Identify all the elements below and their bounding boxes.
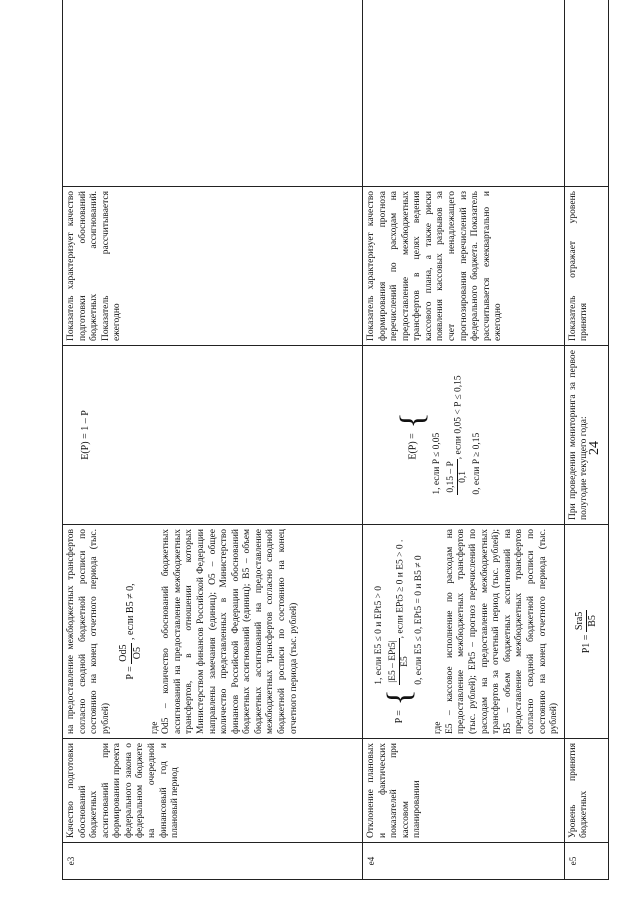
fraction-denominator: Е5 (400, 656, 411, 667)
table-row (564, 0, 608, 880)
indicator-name: Отклонение плановых и фактических показателей при кассовом планировании (363, 739, 565, 843)
formula-condition: , если В5 ≠ 0, (125, 583, 137, 641)
where-label: где (149, 721, 160, 734)
case-1: 1, если Е5 ≤ 0 и EPt5 > 0 (374, 585, 384, 685)
score-case-3: 0, если P ≥ 0,15 (471, 432, 482, 495)
brace-glyph: { (394, 412, 431, 429)
indicator-name: Качество подготовки обоснований бюджетных ассигнований при формировании проекта федерального закона о федеральном бюджете на очередной финансовый год и плановый период (63, 739, 363, 843)
fraction-denominator: 0,1 (458, 471, 469, 483)
score-formula (63, 346, 363, 525)
case-fraction (388, 638, 412, 684)
score-text: При проведении мониторинга за первое полугодие текущего года: (564, 346, 608, 525)
method-body: Е5 – кассовое исполнение по расходам на предоставление межбюджетных трансфертов (тыс. рублей); EPt5 – прогноз перечислений по расходам на предоставление межбюджетных трансфертов за отчетный период (тыс. рублей); В5 – объем бюджетных ассигнований на предоставление межбюджетных трансфертов согласно сводной бюджетной росписи по состоянию на конец отчетного периода (тыс. рублей) (444, 529, 560, 734)
fraction-numerator: Od5 (118, 643, 131, 664)
indicator-description: Показатель характеризует качество подготовки обоснований бюджетных ассигнований. Показатель рассчитывается ежегодно (63, 187, 363, 346)
row-id: е5 (564, 843, 608, 880)
row-id: е3 (63, 843, 363, 880)
score-formula (363, 346, 565, 525)
method-intro: на предоставление межбюджетных трансфертов согласно сводной бюджетной росписи по состоянию на конец отчетного периода (тыс. рублей) (66, 529, 111, 734)
formula (118, 529, 143, 734)
calculation-method (363, 525, 565, 739)
score-lhs: E(P) = (407, 433, 419, 460)
score-formula-text: E(P) = 1 – P (80, 410, 91, 460)
formula-lhs: P = (393, 710, 405, 724)
score-cases (430, 375, 485, 494)
case-2-condition: , если EPt5 ≥ 0 и Е5 > 0 . (394, 539, 405, 639)
formula (372, 529, 427, 734)
score-case-2-condition: , если 0,05 < P ≤ 0,15 (452, 375, 463, 460)
row-id: е4 (363, 843, 565, 880)
empty-cell (564, 0, 608, 187)
indicator-description: Показатель отражает уровень принятия (564, 187, 608, 346)
calculation-method (564, 525, 608, 739)
fraction-denominator: В5 (586, 615, 598, 627)
fraction-numerator: Sra5 (574, 610, 587, 632)
method-body: Od5 – количество обоснований бюджетных ассигнований на предоставление межбюджетных трансфертов, в отношении которых Министерством финансов Российской Федерации направлены замечания (единиц); O5 – общее количество представленных в Министерство финансов Российской Федерации обоснований бюджетных ассигнований (единиц); В5 – объем бюджетных ассигнований на предоставление межбюджетных трансфертов согласно сводной бюджетной росписи по состоянию на конец отчетного периода (тыс. рублей) (161, 529, 299, 734)
indicator-table (62, 0, 609, 880)
formula-cases (372, 540, 427, 685)
table-row (63, 0, 363, 880)
case-2 (388, 540, 412, 685)
formula-lhs: P1 = (580, 634, 592, 654)
indicator-description: Показатель характеризует качество формирования прогноза перечислений по расходам на предоставление межбюджетных трансфертов в целях ведения кассового плана, а также риски появления кассовых разрывов за счет ненадлежащего прогнозирования перечислений из федерального бюджета. Показатель рассчитывается ежеквартально и ежегодно (363, 187, 565, 346)
table-row (363, 0, 565, 880)
score-case-2 (446, 375, 470, 494)
fraction-numerator: 0,15 – P (446, 459, 459, 494)
score-fraction (446, 459, 470, 494)
score-case-1: 1, если P ≤ 0,05 (432, 432, 442, 495)
case-3: 0, если Е5 ≤ 0, EPt5 = 0 и В5 ≠ 0 (413, 555, 424, 685)
empty-cell (363, 0, 565, 187)
score-cases-formula (396, 350, 485, 520)
calculation-method (63, 525, 363, 739)
where-label: где (433, 721, 444, 734)
empty-cell (63, 0, 363, 187)
brace-glyph: { (380, 689, 418, 706)
formula-fraction (118, 643, 143, 664)
formula (574, 529, 599, 734)
fraction-numerator: |Е5 – EPt5| (388, 638, 401, 684)
formula-lhs: P = (125, 666, 137, 680)
indicator-name: Уровень принятия бюджетных (564, 739, 608, 843)
fraction-denominator: O5 (131, 647, 143, 660)
page-number: 24 (587, 441, 602, 455)
formula-fraction (574, 610, 599, 632)
